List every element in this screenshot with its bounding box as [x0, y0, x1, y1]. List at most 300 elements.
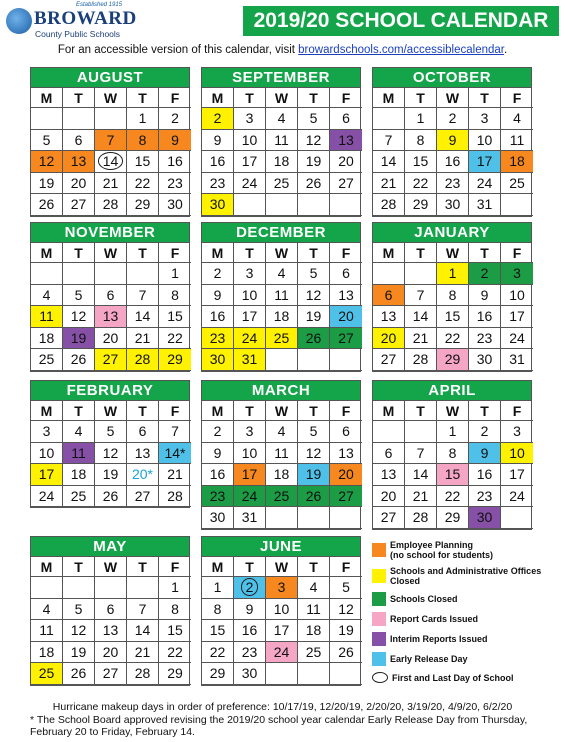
- day-number: 10: [241, 286, 258, 303]
- month-october: [372, 67, 532, 217]
- day-number: 31: [476, 196, 493, 213]
- day-cell: [501, 173, 533, 195]
- weekday-header: T: [405, 88, 437, 108]
- day-cell: [234, 130, 266, 152]
- day-cell: [95, 263, 127, 285]
- day-number: 13: [134, 444, 151, 461]
- hurricane-makeup-note: Hurricane makeup days in order of preference: 10/17/19, 12/20/19, 2/20/20, 3/19/20, 4/9/20, 6/2/20: [52, 701, 513, 713]
- month-title: DECEMBER: [202, 223, 360, 243]
- day-number: 13: [380, 466, 397, 483]
- day-number: 1: [213, 579, 222, 596]
- weekday-header: M: [373, 88, 405, 108]
- day-number: 4: [277, 423, 286, 440]
- day-cell: [405, 507, 437, 529]
- day-number: 24: [241, 174, 258, 191]
- weekday-header: F: [159, 88, 191, 108]
- legend-item-purple: [372, 632, 562, 646]
- day-cell: [63, 173, 95, 195]
- day-number: 19: [305, 466, 322, 483]
- day-number: 22: [412, 174, 429, 191]
- day-cell: [469, 263, 501, 285]
- legend-text: [390, 654, 468, 664]
- day-number: 12: [38, 153, 55, 170]
- day-number: 29: [444, 509, 461, 526]
- day-cell: [469, 194, 501, 216]
- day-cell: [405, 328, 437, 350]
- day-number: 10: [509, 286, 525, 303]
- day-number: 16: [476, 466, 493, 483]
- day-number: 20: [70, 174, 87, 191]
- day-cell: [501, 194, 533, 216]
- day-number: 8: [416, 131, 425, 148]
- day-cell: [234, 663, 266, 685]
- legend-text: [390, 540, 493, 560]
- day-number: 4: [277, 110, 286, 127]
- day-cell: [373, 349, 405, 371]
- day-cell: [373, 328, 405, 350]
- day-cell: [63, 599, 95, 621]
- day-cell: [63, 421, 95, 443]
- day-cell: [373, 507, 405, 529]
- day-cell: [95, 642, 127, 664]
- day-number: 3: [245, 110, 254, 127]
- day-number: 8: [171, 286, 179, 303]
- day-number: 19: [305, 308, 322, 325]
- day-cell: [234, 421, 266, 443]
- weekday-header: M: [31, 88, 63, 108]
- day-number: 8: [448, 286, 457, 303]
- day-cell: [234, 620, 266, 642]
- day-cell: [202, 464, 234, 486]
- day-number: 7: [106, 131, 115, 148]
- day-number: 13: [338, 286, 354, 303]
- day-cell: [127, 328, 159, 350]
- day-number: 5: [342, 579, 350, 596]
- day-number: 22: [167, 329, 183, 346]
- weekday-header: T: [234, 557, 266, 577]
- weekday-header: T: [127, 401, 159, 421]
- day-cell: [159, 486, 191, 508]
- day-cell: [266, 173, 298, 195]
- day-cell: [437, 507, 469, 529]
- day-number: 18: [38, 643, 55, 660]
- legend-item-oval: [372, 672, 562, 683]
- day-number: 13: [102, 622, 119, 639]
- day-number: 24: [241, 329, 258, 346]
- day-cell: [330, 443, 362, 465]
- month-days: [373, 243, 531, 371]
- day-cell: [298, 194, 330, 216]
- day-cell: [234, 306, 266, 328]
- day-cell: [31, 421, 63, 443]
- weekday-header: T: [298, 88, 330, 108]
- day-cell: [405, 285, 437, 307]
- day-number: 17: [509, 308, 525, 325]
- day-number: 20*: [131, 466, 154, 483]
- day-cell: [127, 173, 159, 195]
- day-cell: [469, 151, 501, 173]
- day-number: 28: [380, 196, 397, 213]
- day-cell: [405, 421, 437, 443]
- day-cell: [202, 507, 234, 529]
- day-number: 3: [42, 423, 51, 440]
- accessible-suffix: .: [503, 44, 508, 56]
- day-number: 17: [273, 622, 290, 639]
- day-cell: [202, 421, 234, 443]
- day-number: 26: [70, 351, 87, 368]
- day-cell: [234, 285, 266, 307]
- day-cell: [405, 443, 437, 465]
- day-cell: [202, 486, 234, 508]
- weekday-header: M: [202, 243, 234, 263]
- month-days: [31, 401, 189, 507]
- day-cell: [330, 421, 362, 443]
- day-number: 14: [98, 152, 124, 170]
- day-number: 23: [476, 487, 493, 504]
- day-number: 27: [102, 351, 119, 368]
- day-cell: [159, 194, 191, 216]
- day-cell: [127, 151, 159, 173]
- day-number: 9: [448, 131, 457, 148]
- day-cell: [469, 507, 501, 529]
- day-number: 6: [106, 286, 115, 303]
- legend-text: [390, 594, 458, 604]
- day-number: 21: [167, 466, 183, 483]
- day-cell: [437, 263, 469, 285]
- month-march: [201, 380, 361, 530]
- day-cell: [330, 130, 362, 152]
- month-title: JANUARY: [373, 223, 531, 243]
- day-cell: [469, 486, 501, 508]
- legend: [372, 540, 562, 689]
- weekday-header: M: [31, 243, 63, 263]
- day-number: 9: [213, 286, 222, 303]
- day-number: 12: [338, 600, 354, 617]
- day-cell: [405, 349, 437, 371]
- day-cell: [31, 151, 63, 173]
- day-cell: [127, 599, 159, 621]
- day-cell: [63, 620, 95, 642]
- day-number: 3: [480, 110, 489, 127]
- day-cell: [234, 173, 266, 195]
- weekday-header: M: [202, 88, 234, 108]
- day-number: 27: [380, 509, 397, 526]
- day-number: 16: [476, 308, 493, 325]
- day-cell: [501, 306, 533, 328]
- day-cell: [31, 443, 63, 465]
- day-cell: [234, 577, 266, 599]
- day-cell: [31, 328, 63, 350]
- day-cell: [234, 464, 266, 486]
- day-number: 18: [273, 308, 290, 325]
- day-number: 11: [274, 444, 289, 461]
- day-number: 6: [74, 131, 83, 148]
- day-number: 4: [309, 579, 318, 596]
- day-number: 8: [171, 600, 179, 617]
- weekday-header: F: [330, 401, 362, 421]
- day-number: 11: [306, 600, 321, 617]
- weekday-header: T: [469, 243, 501, 263]
- day-cell: [330, 285, 362, 307]
- day-number: 9: [245, 600, 254, 617]
- month-title: MARCH: [202, 381, 360, 401]
- day-number: 3: [277, 579, 286, 596]
- day-number: 26: [38, 196, 55, 213]
- day-cell: [469, 285, 501, 307]
- day-number: 14: [380, 153, 397, 170]
- day-cell: [127, 194, 159, 216]
- day-cell: [266, 349, 298, 371]
- day-cell: [63, 108, 95, 130]
- day-cell: [31, 599, 63, 621]
- day-cell: [159, 642, 191, 664]
- weekday-header: M: [31, 401, 63, 421]
- day-cell: [298, 642, 330, 664]
- day-cell: [159, 108, 191, 130]
- day-cell: [373, 130, 405, 152]
- day-cell: [202, 263, 234, 285]
- day-cell: [266, 620, 298, 642]
- day-number: 28: [102, 196, 119, 213]
- legend-item-orange: [372, 540, 562, 560]
- day-cell: [63, 486, 95, 508]
- day-number: 30: [209, 351, 226, 368]
- day-number: 22: [167, 643, 183, 660]
- day-number: 7: [384, 131, 393, 148]
- day-cell: [266, 577, 298, 599]
- day-cell: [234, 599, 266, 621]
- early-release-note: * The School Board approved revising the 2019/20 school year calendar Early Release Day from Thursday, February 20 to Friday, February 14.: [30, 714, 528, 738]
- day-cell: [437, 486, 469, 508]
- day-cell: [298, 285, 330, 307]
- day-cell: [127, 349, 159, 371]
- day-cell: [437, 306, 469, 328]
- day-cell: [234, 349, 266, 371]
- day-number: 4: [513, 110, 521, 127]
- day-number: 24: [273, 643, 290, 660]
- day-cell: [501, 349, 533, 371]
- day-cell: [95, 443, 127, 465]
- day-number: 25: [305, 643, 322, 660]
- day-number: 13: [70, 153, 87, 170]
- day-number: 2: [480, 265, 489, 282]
- weekday-header: T: [234, 243, 266, 263]
- day-number: 10: [38, 444, 55, 461]
- day-number: 10: [476, 131, 493, 148]
- day-cell: [202, 194, 234, 216]
- day-number: 3: [245, 265, 254, 282]
- day-cell: [202, 173, 234, 195]
- day-number: 23: [241, 643, 258, 660]
- day-cell: [266, 663, 298, 685]
- day-number: 7: [416, 286, 425, 303]
- weekday-header: W: [437, 88, 469, 108]
- day-number: 28: [134, 351, 151, 368]
- day-cell: [127, 130, 159, 152]
- day-number: 23: [167, 174, 183, 191]
- day-number: 28: [412, 509, 429, 526]
- day-cell: [469, 173, 501, 195]
- day-number: 9: [213, 444, 222, 461]
- day-number: 29: [412, 196, 429, 213]
- day-number: 1: [448, 265, 457, 282]
- day-number: 26: [338, 643, 354, 660]
- day-cell: [31, 173, 63, 195]
- day-cell: [298, 507, 330, 529]
- day-cell: [31, 306, 63, 328]
- day-number: 28: [167, 487, 183, 504]
- day-number: 2: [241, 578, 259, 596]
- day-number: 18: [38, 329, 55, 346]
- month-may: [30, 536, 190, 686]
- day-number: 4: [277, 265, 286, 282]
- day-number: 2: [213, 265, 222, 282]
- day-cell: [63, 263, 95, 285]
- day-number: 19: [38, 174, 55, 191]
- day-cell: [373, 263, 405, 285]
- day-cell: [405, 464, 437, 486]
- day-cell: [330, 194, 362, 216]
- day-cell: [127, 663, 159, 685]
- day-cell: [405, 263, 437, 285]
- day-number: 20: [338, 466, 354, 483]
- day-number: 13: [338, 131, 354, 148]
- month-days: [202, 557, 360, 685]
- page-title: 2019/20 SCHOOL CALENDAR: [243, 6, 559, 36]
- day-cell: [501, 108, 533, 130]
- day-number: 20: [338, 308, 354, 325]
- day-number: 7: [138, 600, 147, 617]
- month-february: [30, 380, 190, 508]
- day-number: 18: [273, 466, 290, 483]
- day-number: 7: [416, 444, 425, 461]
- day-cell: [31, 349, 63, 371]
- day-number: 29: [209, 665, 226, 682]
- weekday-header: T: [298, 401, 330, 421]
- weekday-header: M: [373, 401, 405, 421]
- weekday-header: W: [95, 401, 127, 421]
- logo-subtitle: County Public Schools: [35, 29, 121, 39]
- day-cell: [202, 306, 234, 328]
- day-cell: [330, 599, 362, 621]
- day-number: 1: [171, 265, 179, 282]
- month-title: NOVEMBER: [31, 223, 189, 243]
- weekday-header: F: [159, 557, 191, 577]
- day-number: 25: [509, 174, 525, 191]
- weekday-header: W: [95, 243, 127, 263]
- day-number: 3: [513, 423, 521, 440]
- day-number: 21: [412, 329, 429, 346]
- day-number: 16: [167, 153, 183, 170]
- legend-label: Interim Reports Issued: [390, 634, 488, 644]
- month-title: OCTOBER: [373, 68, 531, 88]
- day-cell: [437, 194, 469, 216]
- day-cell: [330, 306, 362, 328]
- day-number: 30: [476, 509, 493, 526]
- day-cell: [330, 577, 362, 599]
- day-number: 19: [102, 466, 119, 483]
- legend-swatch: [372, 632, 386, 646]
- day-cell: [202, 328, 234, 350]
- day-number: 16: [209, 153, 226, 170]
- day-cell: [266, 642, 298, 664]
- day-cell: [298, 151, 330, 173]
- day-cell: [501, 328, 533, 350]
- legend-swatch: [372, 652, 386, 666]
- day-cell: [437, 285, 469, 307]
- day-cell: [95, 328, 127, 350]
- day-cell: [63, 577, 95, 599]
- day-number: 10: [273, 600, 290, 617]
- day-cell: [159, 443, 191, 465]
- day-number: 12: [102, 444, 119, 461]
- day-number: 15: [444, 466, 461, 483]
- day-number: 4: [42, 600, 51, 617]
- day-cell: [234, 507, 266, 529]
- accessible-notice: [0, 44, 565, 56]
- day-number: 16: [241, 622, 258, 639]
- day-cell: [469, 306, 501, 328]
- day-cell: [159, 285, 191, 307]
- day-number: 14: [134, 622, 151, 639]
- day-cell: [330, 108, 362, 130]
- accessible-prefix: For an accessible version of this calendar, visit: [57, 44, 299, 56]
- day-number: 14: [134, 308, 151, 325]
- day-number: 24: [476, 174, 493, 191]
- day-cell: [266, 328, 298, 350]
- day-cell: [95, 306, 127, 328]
- day-number: 10: [241, 444, 258, 461]
- day-cell: [63, 642, 95, 664]
- day-number: 18: [70, 466, 87, 483]
- day-cell: [437, 108, 469, 130]
- day-cell: [127, 464, 159, 486]
- day-number: 7: [138, 286, 147, 303]
- day-number: 13: [102, 308, 119, 325]
- weekday-header: W: [266, 243, 298, 263]
- day-cell: [159, 349, 191, 371]
- weekday-header: W: [266, 557, 298, 577]
- day-cell: [298, 486, 330, 508]
- day-cell: [202, 151, 234, 173]
- weekday-header: F: [501, 401, 533, 421]
- day-cell: [202, 349, 234, 371]
- month-days: [373, 401, 531, 529]
- day-number: 25: [70, 487, 87, 504]
- day-cell: [63, 130, 95, 152]
- day-cell: [95, 349, 127, 371]
- month-title: SEPTEMBER: [202, 68, 360, 88]
- day-cell: [31, 642, 63, 664]
- day-cell: [266, 507, 298, 529]
- day-number: 11: [274, 131, 289, 148]
- day-number: 11: [39, 622, 54, 639]
- day-number: 22: [209, 643, 226, 660]
- logo-name: BROWARD: [34, 8, 137, 29]
- day-cell: [95, 173, 127, 195]
- accessible-calendar-link[interactable]: browardschools.com/accessiblecalendar: [298, 44, 504, 56]
- legend-text: [390, 634, 488, 644]
- day-number: 1: [416, 110, 425, 127]
- day-cell: [469, 130, 501, 152]
- weekday-header: F: [501, 88, 533, 108]
- day-number: 12: [70, 622, 87, 639]
- month-title: MAY: [31, 537, 189, 557]
- weekday-header: F: [159, 401, 191, 421]
- day-number: 16: [209, 466, 226, 483]
- day-number: 24: [509, 487, 525, 504]
- day-cell: [298, 663, 330, 685]
